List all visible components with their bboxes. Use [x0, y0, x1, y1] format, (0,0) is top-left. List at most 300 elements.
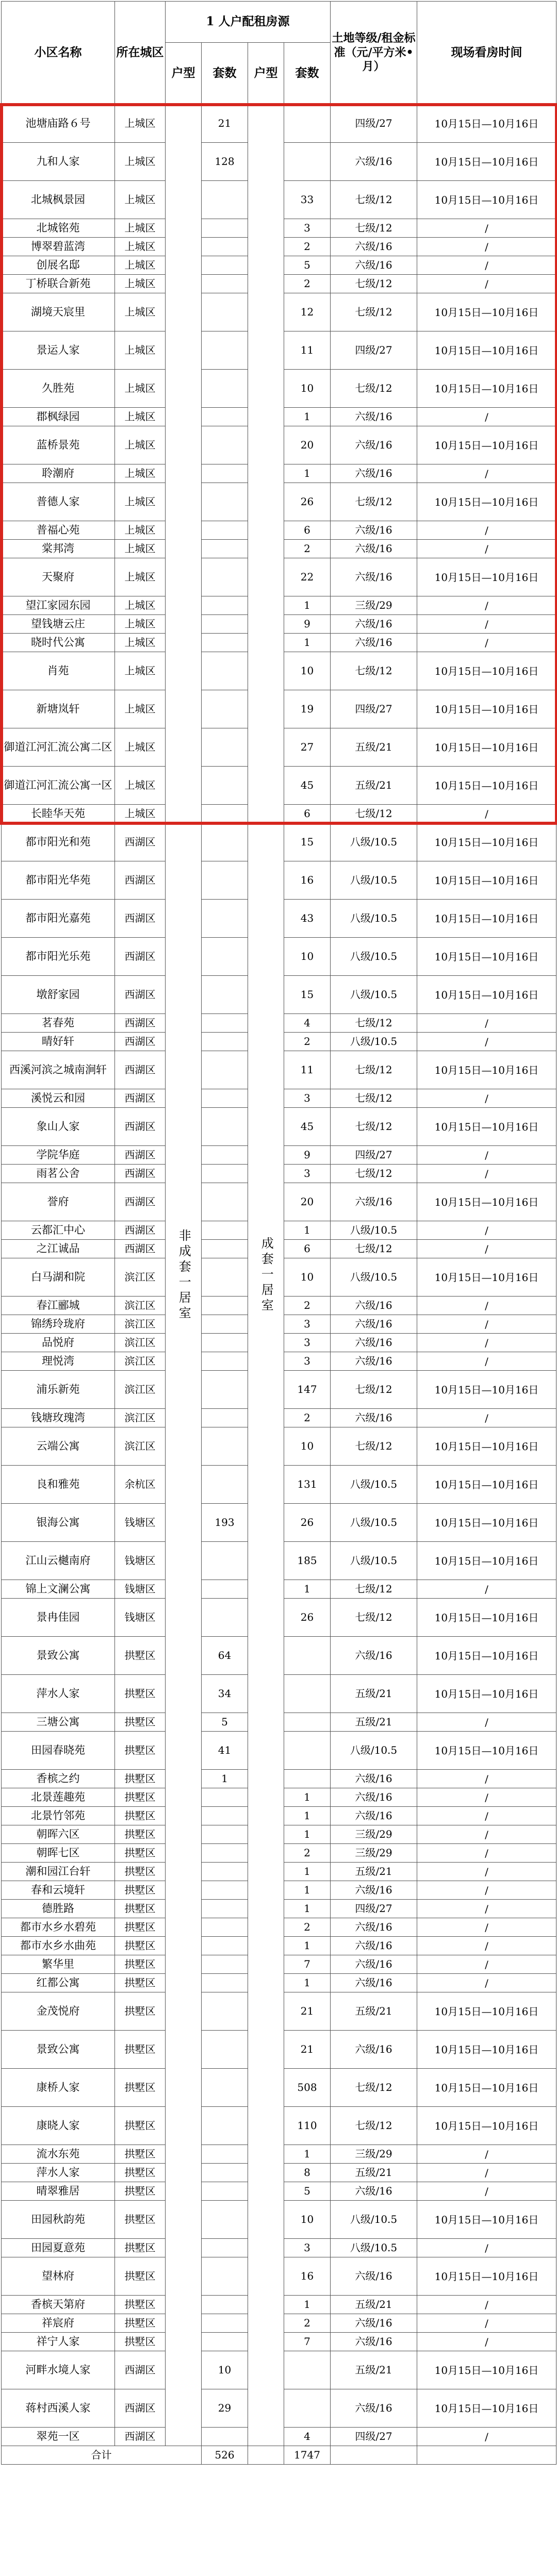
row-suite-count: 1 [284, 596, 331, 615]
row-name: 郡枫绿园 [2, 408, 115, 426]
row-suite-count: 3 [284, 1315, 331, 1334]
row-district: 上城区 [115, 596, 166, 615]
header-count-2: 套数 [284, 43, 331, 105]
row-land-rent: 三级/29 [331, 1844, 417, 1863]
row-name: 晓时代公寓 [2, 634, 115, 652]
row-name: 春江郦城 [2, 1297, 115, 1315]
row-district: 拱墅区 [115, 1992, 166, 2031]
total-label: 合计 [2, 2446, 202, 2465]
row-name: 金茂悦府 [2, 1992, 115, 2031]
row-suite-count: 21 [284, 1992, 331, 2031]
row-schedule: / [417, 1014, 556, 1033]
row-schedule: / [417, 1315, 556, 1334]
row-schedule: 10月15日—10月16日 [417, 2201, 556, 2239]
row-name: 之江诚品 [2, 1240, 115, 1258]
row-schedule: / [417, 2239, 556, 2257]
row-suite-count: 1 [284, 1788, 331, 1807]
row-suite-count: 19 [284, 690, 331, 728]
row-name: 红都公寓 [2, 1974, 115, 1992]
row-single-count: 128 [202, 143, 248, 181]
row-single-count [202, 1788, 248, 1807]
row-district: 拱墅区 [115, 2145, 166, 2164]
row-suite-count: 110 [284, 2107, 331, 2145]
row-single-count [202, 1409, 248, 1427]
row-schedule: / [417, 2333, 556, 2351]
row-district: 上城区 [115, 219, 166, 238]
row-district: 上城区 [115, 652, 166, 690]
row-name: 理悦湾 [2, 1352, 115, 1371]
row-suite-count: 1 [284, 1863, 331, 1881]
row-single-count [202, 938, 248, 976]
row-suite-count: 508 [284, 2069, 331, 2107]
row-name: 萍水人家 [2, 1675, 115, 1713]
total-empty [248, 2446, 284, 2465]
row-suite-count [284, 1713, 331, 1732]
row-land-rent: 八级/10.5 [331, 1504, 417, 1542]
row-district: 拱墅区 [115, 1732, 166, 1770]
header-type-2: 户型 [248, 43, 284, 105]
row-schedule: 10月15日—10月16日 [417, 938, 556, 976]
row-single-count [202, 652, 248, 690]
row-schedule: / [417, 1033, 556, 1051]
row-single-count [202, 521, 248, 540]
row-district: 拱墅区 [115, 1770, 166, 1788]
row-name: 银海公寓 [2, 1504, 115, 1542]
row-district: 拱墅区 [115, 2314, 166, 2333]
row-suite-count: 2 [284, 275, 331, 293]
row-name: 良和雅苑 [2, 1466, 115, 1504]
row-suite-count: 11 [284, 331, 331, 370]
row-single-count [202, 2314, 248, 2333]
row-schedule: / [417, 1297, 556, 1315]
row-name: 景致公寓 [2, 1637, 115, 1675]
header-count: 套数 [202, 43, 248, 105]
row-land-rent: 六级/16 [331, 634, 417, 652]
row-land-rent: 六级/16 [331, 558, 417, 596]
row-suite-count: 2 [284, 2314, 331, 2333]
row-single-count [202, 2296, 248, 2314]
row-district: 西湖区 [115, 2351, 166, 2389]
row-land-rent: 七级/12 [331, 1599, 417, 1637]
row-land-rent: 六级/16 [331, 1918, 417, 1937]
total-land [331, 2446, 417, 2465]
row-schedule: 10月15日—10月16日 [417, 1183, 556, 1221]
row-schedule: / [417, 1713, 556, 1732]
row-name: 晴好轩 [2, 1033, 115, 1051]
row-name: 香槟之约 [2, 1770, 115, 1788]
row-single-count [202, 238, 248, 256]
row-land-rent: 七级/12 [331, 483, 417, 521]
row-land-rent: 六级/16 [331, 1974, 417, 1992]
row-district: 拱墅区 [115, 1844, 166, 1863]
row-land-rent: 六级/16 [331, 1297, 417, 1315]
row-district: 滨江区 [115, 1427, 166, 1466]
row-schedule: / [417, 805, 556, 823]
row-schedule: / [417, 1863, 556, 1881]
row-name: 春和云境轩 [2, 1881, 115, 1900]
row-land-rent: 七级/12 [331, 1165, 417, 1183]
row-district: 上城区 [115, 293, 166, 331]
row-schedule: / [417, 2428, 556, 2446]
row-name: 北景莲趣苑 [2, 1788, 115, 1807]
row-district: 上城区 [115, 805, 166, 823]
row-land-rent: 五级/21 [331, 1675, 417, 1713]
row-schedule: / [417, 275, 556, 293]
row-name: 品悦府 [2, 1334, 115, 1352]
row-schedule: 10月15日—10月16日 [417, 1258, 556, 1297]
row-district: 西湖区 [115, 1183, 166, 1221]
row-suite-count: 10 [284, 1427, 331, 1466]
row-name: 康晓人家 [2, 2107, 115, 2145]
row-land-rent: 七级/12 [331, 1051, 417, 1089]
row-land-rent: 六级/16 [331, 1881, 417, 1900]
row-land-rent: 五级/21 [331, 1713, 417, 1732]
row-suite-count: 10 [284, 652, 331, 690]
row-single-count [202, 1240, 248, 1258]
row-single-count [202, 1427, 248, 1466]
row-single-count [202, 1599, 248, 1637]
row-district: 西湖区 [115, 1108, 166, 1146]
row-single-count [202, 1825, 248, 1844]
row-land-rent: 六级/16 [331, 1409, 417, 1427]
row-suite-count: 1 [284, 1900, 331, 1918]
total-single: 526 [202, 2446, 248, 2465]
row-name: 流水东苑 [2, 2145, 115, 2164]
row-land-rent: 六级/16 [331, 615, 417, 634]
row-district: 上城区 [115, 464, 166, 483]
row-land-rent: 七级/12 [331, 2107, 417, 2145]
row-land-rent: 四级/27 [331, 1146, 417, 1165]
row-single-count [202, 1146, 248, 1165]
row-district: 钱塘区 [115, 1504, 166, 1542]
row-suite-count: 26 [284, 1504, 331, 1542]
row-land-rent: 六级/16 [331, 1637, 417, 1675]
row-single-count [202, 2239, 248, 2257]
row-single-count [202, 805, 248, 823]
row-land-rent: 七级/12 [331, 652, 417, 690]
row-land-rent: 七级/12 [331, 805, 417, 823]
row-suite-count: 9 [284, 615, 331, 634]
row-land-rent: 三级/29 [331, 2145, 417, 2164]
row-district: 拱墅区 [115, 1974, 166, 1992]
row-district: 上城区 [115, 767, 166, 805]
row-single-count [202, 408, 248, 426]
row-land-rent: 四级/27 [331, 105, 417, 143]
row-district: 上城区 [115, 690, 166, 728]
row-suite-count [284, 143, 331, 181]
row-district: 钱塘区 [115, 1580, 166, 1599]
row-suite-count: 1 [284, 634, 331, 652]
row-name: 三塘公寓 [2, 1713, 115, 1732]
row-suite-count: 10 [284, 1258, 331, 1297]
header-single-group: 1 人户配租房源 [166, 2, 331, 43]
row-land-rent: 八级/10.5 [331, 1466, 417, 1504]
row-name: 望林府 [2, 2257, 115, 2296]
row-name: 翠苑一区 [2, 2428, 115, 2446]
row-single-count [202, 2428, 248, 2446]
row-name: 都市阳光和苑 [2, 823, 115, 861]
row-schedule: 10月15日—10月16日 [417, 1637, 556, 1675]
row-land-rent: 八级/10.5 [331, 2201, 417, 2239]
row-schedule: / [417, 615, 556, 634]
row-single-count [202, 2031, 248, 2069]
row-suite-count: 6 [284, 805, 331, 823]
row-district: 拱墅区 [115, 2257, 166, 2296]
row-name: 肖苑 [2, 652, 115, 690]
row-suite-count: 2 [284, 540, 331, 558]
row-land-rent: 八级/10.5 [331, 1732, 417, 1770]
row-suite-count: 131 [284, 1466, 331, 1504]
row-district: 西湖区 [115, 1089, 166, 1108]
row-schedule: 10月15日—10月16日 [417, 690, 556, 728]
row-name: 萍水人家 [2, 2164, 115, 2182]
row-single-count [202, 1542, 248, 1580]
row-single-count [202, 1014, 248, 1033]
row-single-count [202, 1900, 248, 1918]
row-suite-count: 1 [284, 1221, 331, 1240]
row-single-count [202, 2333, 248, 2351]
header-land-rent: 土地等级/租金标准（元/平方米•月） [331, 2, 417, 105]
row-schedule: 10月15日—10月16日 [417, 1427, 556, 1466]
row-single-count [202, 370, 248, 408]
row-land-rent: 六级/16 [331, 1183, 417, 1221]
row-single-count [202, 1580, 248, 1599]
row-suite-count: 2 [284, 1409, 331, 1427]
row-suite-count: 26 [284, 1599, 331, 1637]
row-name: 景冉佳园 [2, 1599, 115, 1637]
row-single-count [202, 1315, 248, 1334]
row-single-count [202, 615, 248, 634]
row-name: 蒋村西溪人家 [2, 2389, 115, 2428]
row-single-count [202, 2069, 248, 2107]
row-schedule: / [417, 540, 556, 558]
row-name: 晴翠雅居 [2, 2182, 115, 2201]
row-name: 蓝桥景苑 [2, 426, 115, 464]
row-single-count: 21 [202, 105, 248, 143]
row-schedule: 10月15日—10月16日 [417, 558, 556, 596]
row-schedule: 10月15日—10月16日 [417, 483, 556, 521]
row-schedule: / [417, 1825, 556, 1844]
row-suite-count: 27 [284, 728, 331, 767]
row-name: 聆潮府 [2, 464, 115, 483]
row-schedule: 10月15日—10月16日 [417, 861, 556, 900]
row-schedule: 10月15日—10月16日 [417, 426, 556, 464]
row-single-count [202, 1334, 248, 1352]
row-name: 普福心苑 [2, 521, 115, 540]
row-schedule: / [417, 238, 556, 256]
row-land-rent: 六级/16 [331, 256, 417, 275]
row-name: 学院华庭 [2, 1146, 115, 1165]
row-single-count [202, 1352, 248, 1371]
row-land-rent: 六级/16 [331, 238, 417, 256]
row-district: 钱塘区 [115, 1542, 166, 1580]
row-district: 拱墅区 [115, 1918, 166, 1937]
row-district: 上城区 [115, 426, 166, 464]
row-name: 溪悦云和园 [2, 1089, 115, 1108]
row-suite-count [284, 1675, 331, 1713]
row-name: 墩舒家园 [2, 976, 115, 1014]
row-district: 上城区 [115, 256, 166, 275]
row-land-rent: 八级/10.5 [331, 1221, 417, 1240]
row-land-rent: 六级/16 [331, 464, 417, 483]
row-suite-count: 21 [284, 2031, 331, 2069]
row-schedule: / [417, 1240, 556, 1258]
row-suite-count: 10 [284, 2201, 331, 2239]
row-name: 康桥人家 [2, 2069, 115, 2107]
row-suite-count: 2 [284, 1033, 331, 1051]
row-schedule: 10月15日—10月16日 [417, 1599, 556, 1637]
row-suite-count [284, 1732, 331, 1770]
row-single-count [202, 1051, 248, 1089]
row-land-rent: 八级/10.5 [331, 1542, 417, 1580]
row-single-count [202, 823, 248, 861]
row-name: 丁桥联合新苑 [2, 275, 115, 293]
row-schedule: 10月15日—10月16日 [417, 823, 556, 861]
row-schedule: 10月15日—10月16日 [417, 2257, 556, 2296]
row-schedule: / [417, 1881, 556, 1900]
row-district: 西湖区 [115, 900, 166, 938]
row-single-count [202, 2182, 248, 2201]
row-suite-count: 45 [284, 767, 331, 805]
row-suite-count: 11 [284, 1051, 331, 1089]
table-body [2, 105, 556, 2465]
row-district: 西湖区 [115, 1051, 166, 1089]
row-land-rent: 六级/16 [331, 143, 417, 181]
row-name: 繁华里 [2, 1955, 115, 1974]
row-district: 西湖区 [115, 823, 166, 861]
row-land-rent: 六级/16 [331, 2333, 417, 2351]
row-suite-count: 1 [284, 1974, 331, 1992]
row-suite-count: 20 [284, 1183, 331, 1221]
row-district: 上城区 [115, 634, 166, 652]
row-land-rent: 四级/27 [331, 690, 417, 728]
row-schedule: / [417, 1089, 556, 1108]
row-single-count [202, 634, 248, 652]
row-name: 都市阳光嘉苑 [2, 900, 115, 938]
row-suite-count: 1 [284, 1825, 331, 1844]
row-name: 江山云樾南府 [2, 1542, 115, 1580]
row-land-rent: 七级/12 [331, 2069, 417, 2107]
row-suite-count: 7 [284, 2333, 331, 2351]
row-suite-count: 15 [284, 823, 331, 861]
row-land-rent: 七级/12 [331, 219, 417, 238]
row-suite-count: 10 [284, 938, 331, 976]
row-schedule: / [417, 1937, 556, 1955]
row-suite-count: 1 [284, 2296, 331, 2314]
row-land-rent: 七级/12 [331, 1108, 417, 1146]
row-schedule: / [417, 634, 556, 652]
row-schedule: 10月15日—10月16日 [417, 767, 556, 805]
row-name: 池塘庙路６号 [2, 105, 115, 143]
row-name: 象山人家 [2, 1108, 115, 1146]
row-district: 上城区 [115, 521, 166, 540]
row-schedule: 10月15日—10月16日 [417, 370, 556, 408]
row-single-count [202, 1863, 248, 1881]
row-name: 田园秋韵苑 [2, 2201, 115, 2239]
row-name: 锦绣玲珑府 [2, 1315, 115, 1334]
row-suite-count: 185 [284, 1542, 331, 1580]
row-district: 西湖区 [115, 2428, 166, 2446]
row-land-rent: 六级/16 [331, 1770, 417, 1788]
row-district: 上城区 [115, 370, 166, 408]
row-schedule: 10月15日—10月16日 [417, 1732, 556, 1770]
row-district: 滨江区 [115, 1352, 166, 1371]
row-schedule: / [417, 1146, 556, 1165]
row-land-rent: 八级/10.5 [331, 976, 417, 1014]
row-suite-count: 43 [284, 900, 331, 938]
row-single-count [202, 861, 248, 900]
row-single-count [202, 275, 248, 293]
row-district: 西湖区 [115, 1014, 166, 1033]
row-district: 拱墅区 [115, 2296, 166, 2314]
row-land-rent: 六级/16 [331, 1788, 417, 1807]
total-row [2, 2446, 556, 2465]
row-schedule: / [417, 1974, 556, 1992]
row-single-count [202, 1844, 248, 1863]
row-suite-count: 4 [284, 1014, 331, 1033]
single-type-merged: 非成套一居室 [166, 105, 202, 2446]
row-land-rent: 四级/27 [331, 1900, 417, 1918]
row-name: 云都汇中心 [2, 1221, 115, 1240]
row-single-count [202, 1937, 248, 1955]
row-single-count [202, 900, 248, 938]
row-district: 余杭区 [115, 1466, 166, 1504]
row-name: 西溪河滨之城南涧轩 [2, 1051, 115, 1089]
row-suite-count: 45 [284, 1108, 331, 1146]
row-schedule: / [417, 1770, 556, 1788]
row-land-rent: 四级/27 [331, 2428, 417, 2446]
row-district: 拱墅区 [115, 1881, 166, 1900]
row-name: 北景竹邻苑 [2, 1807, 115, 1825]
row-name: 锦上文澜公寓 [2, 1580, 115, 1599]
row-name: 朝晖七区 [2, 1844, 115, 1863]
row-suite-count: 33 [284, 181, 331, 219]
row-suite-count: 2 [284, 1918, 331, 1937]
row-name: 景运人家 [2, 331, 115, 370]
row-single-count [202, 1183, 248, 1221]
row-schedule: / [417, 1844, 556, 1863]
row-district: 上城区 [115, 483, 166, 521]
row-name: 朝晖六区 [2, 1825, 115, 1844]
row-name: 都市阳光华苑 [2, 861, 115, 900]
row-district: 上城区 [115, 105, 166, 143]
row-single-count [202, 2257, 248, 2296]
row-district: 上城区 [115, 331, 166, 370]
row-land-rent: 七级/12 [331, 181, 417, 219]
row-name: 御道江河汇流公寓一区 [2, 767, 115, 805]
row-schedule: / [417, 1334, 556, 1352]
row-land-rent: 六级/16 [331, 1352, 417, 1371]
row-name: 棠邦湾 [2, 540, 115, 558]
row-schedule: 10月15日—10月16日 [417, 900, 556, 938]
row-land-rent: 五级/21 [331, 2351, 417, 2389]
row-land-rent: 三级/29 [331, 596, 417, 615]
row-schedule: 10月15日—10月16日 [417, 181, 556, 219]
row-land-rent: 六级/16 [331, 1315, 417, 1334]
row-schedule: 10月15日—10月16日 [417, 1466, 556, 1504]
row-name: 创展名邸 [2, 256, 115, 275]
row-land-rent: 六级/16 [331, 1807, 417, 1825]
housing-table-container [1, 1, 556, 2465]
row-district: 拱墅区 [115, 1900, 166, 1918]
row-district: 滨江区 [115, 1371, 166, 1409]
header-district: 所在城区 [115, 2, 166, 105]
row-district: 上城区 [115, 558, 166, 596]
row-single-count: 5 [202, 1713, 248, 1732]
row-suite-count: 2 [284, 1297, 331, 1315]
row-schedule: / [417, 464, 556, 483]
row-land-rent: 三级/29 [331, 1825, 417, 1844]
